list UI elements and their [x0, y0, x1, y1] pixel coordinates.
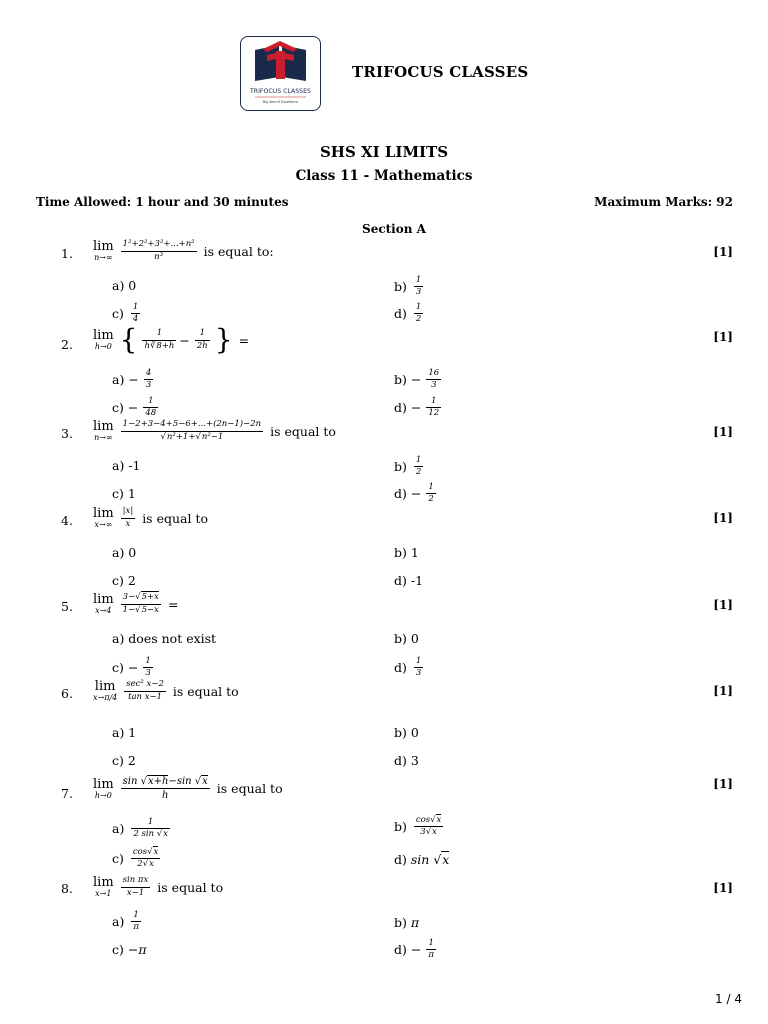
question-1-expression: lim n→∞ $\frac{\text{1²+2²+3²+...+n²}}{\text{n³}}$ is equal to:	[93, 239, 274, 262]
option-c[interactable]: c) − $\frac{1}{3}$	[112, 656, 151, 679]
option-c[interactable]: c) −π	[112, 942, 147, 957]
maximum-marks: Maximum Marks: 92	[594, 195, 733, 209]
brand-name: TRIFOCUS CLASSES	[352, 63, 529, 81]
option-a[interactable]: a) 1	[112, 725, 137, 740]
option-c[interactable]: c) 2	[112, 573, 136, 588]
option-b[interactable]: b) $\frac{1}{3}$	[394, 275, 422, 298]
svg-text:Big idea of Excellence: Big idea of Excellence	[262, 100, 299, 104]
page-number: 1 / 4	[715, 992, 742, 1006]
question-number: 6.	[61, 686, 73, 701]
section-heading: Section A	[362, 222, 426, 236]
option-c[interactable]: c) − $\frac{1}{48}$	[112, 396, 157, 419]
option-a[interactable]: a) does not exist	[112, 631, 217, 646]
option-b[interactable]: b) π	[394, 915, 420, 930]
option-c[interactable]: c) 2	[112, 753, 136, 768]
svg-text:TRIFOCUS CLASSES: TRIFOCUS CLASSES	[250, 88, 311, 95]
option-c[interactable]: c) $\frac{\cos√x}{2√x}$	[112, 847, 159, 870]
question-number: 2.	[61, 337, 73, 352]
question-mark: [1]	[713, 881, 733, 895]
option-b[interactable]: b) $\frac{1}{2}$	[394, 455, 422, 478]
option-a[interactable]: a) − $\frac{4}{3}$	[112, 368, 152, 391]
option-d[interactable]: d) -1	[394, 573, 424, 588]
question-number: 7.	[61, 786, 73, 801]
option-b[interactable]: b) $\frac{\cos√x}{3√x}$	[394, 815, 442, 838]
option-d[interactable]: d) $\frac{1}{2}$	[394, 302, 422, 325]
question-text: is equal to	[216, 781, 283, 796]
page-subtitle: Class 11 - Mathematics	[295, 168, 473, 184]
question-text: is equal to	[172, 683, 239, 699]
option-b[interactable]: b) 0	[394, 631, 419, 646]
option-d[interactable]: d) 3	[394, 753, 419, 768]
question-number: 5.	[61, 599, 73, 614]
question-mark: [1]	[713, 511, 733, 525]
question-8-expression: lim x→1 $\frac{\text{sin πx}}{x-1}$ is equal to	[93, 875, 224, 898]
question-number: 3.	[61, 426, 73, 441]
question-text: is equal to	[142, 510, 208, 526]
option-a[interactable]: a) $\frac{1}{2 \sin √x}$	[112, 817, 168, 840]
question-mark: [1]	[713, 245, 733, 259]
option-a[interactable]: a) 0	[112, 545, 137, 560]
option-d[interactable]: d) − $\frac{1}{12}$	[394, 396, 440, 419]
option-b[interactable]: b) 0	[394, 725, 419, 740]
question-text: is equal to:	[203, 243, 274, 259]
question-mark: [1]	[713, 425, 733, 439]
question-2-expression: lim h→0 { $\frac{1}{h∛8+h}$ − $\frac{1}{2h}$ } =	[93, 323, 250, 356]
option-a[interactable]: a) 0	[112, 278, 137, 293]
question-text: is equal to	[157, 879, 224, 895]
question-5-expression: lim x→4 $\frac{3-√5+x}{1-√5-x}$ =	[93, 592, 179, 615]
option-d[interactable]: d) − $\frac{1}{\pi}$	[394, 938, 434, 961]
question-text: is equal to	[270, 423, 336, 439]
option-c[interactable]: c) $\frac{1}{4}$	[112, 302, 139, 325]
option-d[interactable]: d) − $\frac{1}{2}$	[394, 482, 434, 505]
question-mark: [1]	[713, 684, 733, 698]
question-3-expression: lim n→∞ $\frac{1-2+3-4+5-6+...+(2n-1)-2n}{\text{√n²+1+√n²−1}}$ is equal to	[93, 419, 336, 442]
option-d[interactable]: d) sin √x	[394, 852, 450, 867]
option-a[interactable]: a) $\frac{1}{\pi}$	[112, 910, 139, 933]
question-mark: [1]	[713, 330, 733, 344]
question-mark: [1]	[713, 777, 733, 791]
question-4-expression: lim x→∞ $\frac{|x|}{x}$ is equal to	[93, 506, 208, 529]
question-text: =	[167, 596, 179, 612]
question-7-expression: lim h→0 $\frac{\sin √x+h-\sin √x}{h}$ is equal to	[93, 776, 283, 801]
option-b[interactable]: b) 1	[394, 545, 419, 560]
question-number: 1.	[61, 246, 73, 261]
question-mark: [1]	[713, 598, 733, 612]
question-number: 4.	[61, 513, 73, 528]
question-6-expression: lim x→π/4 $\frac{\text{sec² x−2}}{\text{tan x−1}}$ is equal to	[93, 679, 239, 702]
time-allowed: Time Allowed: 1 hour and 30 minutes	[36, 195, 289, 209]
question-number: 8.	[61, 881, 73, 896]
page-title: SHS XI LIMITS	[319, 143, 449, 161]
option-b[interactable]: b) − $\frac{16}{3}$	[394, 368, 440, 391]
option-c[interactable]: c) 1	[112, 486, 136, 501]
option-d[interactable]: d) $\frac{1}{3}$	[394, 656, 422, 679]
book-logo-icon	[241, 37, 320, 110]
question-text: =	[238, 332, 250, 348]
option-a[interactable]: a) -1	[112, 458, 141, 473]
trifocus-logo	[240, 36, 321, 111]
